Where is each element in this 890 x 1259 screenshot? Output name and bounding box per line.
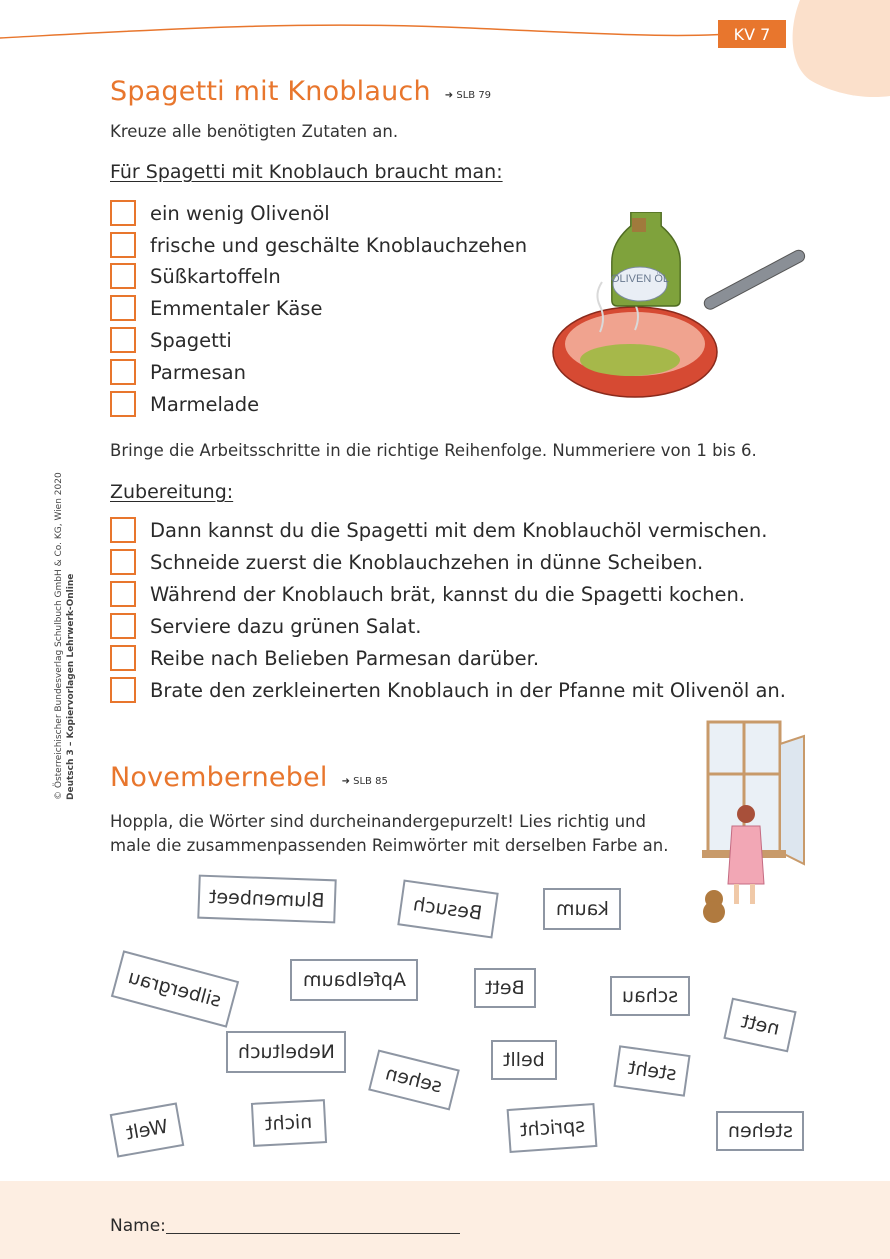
ingredient-item[interactable] <box>110 292 322 324</box>
checkbox[interactable] <box>110 391 136 417</box>
word-text: Bett <box>485 977 525 999</box>
word-card[interactable] <box>226 1031 346 1073</box>
step-label: Serviere dazu grünen Salat. <box>150 614 422 638</box>
word-card[interactable] <box>251 1099 327 1147</box>
instruction-ingredients: Kreuze alle benötigten Zutaten an. <box>110 122 399 141</box>
word-card[interactable] <box>723 998 796 1053</box>
number-box[interactable] <box>110 517 136 543</box>
word-card[interactable] <box>111 950 239 1027</box>
subheading-ingredients: Für Spagetti mit Knoblauch braucht man: <box>110 161 503 183</box>
number-box[interactable] <box>110 645 136 671</box>
ingredient-label: Emmentaler Käse <box>150 296 323 320</box>
word-text: Besuch <box>412 893 484 925</box>
word-text: spricht <box>518 1114 586 1142</box>
checkbox[interactable] <box>110 232 136 258</box>
section-title: Novembernebel <box>110 762 328 793</box>
instruction-rhymes <box>110 810 668 858</box>
section-title-novembernebel <box>110 762 388 793</box>
ingredient-item[interactable] <box>110 229 527 261</box>
word-text: bellt <box>503 1049 545 1071</box>
ingredient-item[interactable] <box>110 324 232 356</box>
word-card[interactable] <box>716 1111 804 1151</box>
word-card[interactable] <box>613 1045 690 1097</box>
word-text: sehen <box>383 1062 445 1098</box>
word-card[interactable] <box>610 976 690 1016</box>
word-card[interactable] <box>110 1102 185 1157</box>
ingredient-label: frische und geschälte Knoblauchzehen <box>150 233 528 257</box>
ingredient-item[interactable] <box>110 197 330 229</box>
word-text: Welt <box>124 1115 170 1145</box>
ingredient-label: Süßkartoffeln <box>150 264 281 288</box>
number-box[interactable] <box>110 613 136 639</box>
checkbox[interactable] <box>110 263 136 289</box>
step-label: Reibe nach Belieben Parmesan darüber. <box>150 646 540 670</box>
instruction-steps: Bringe die Arbeitsschritte in die richtige Reihenfolge. Nummeriere von 1 bis 6. <box>110 441 757 460</box>
bottle-label: OLIVEN ÖL <box>610 273 670 285</box>
window-girl-illustration <box>688 714 808 929</box>
word-text: Blumenbeet <box>208 885 326 913</box>
word-card[interactable] <box>397 880 498 939</box>
word-card[interactable] <box>507 1103 598 1153</box>
ingredient-label: ein wenig Olivenöl <box>150 201 330 225</box>
word-card[interactable] <box>368 1049 460 1110</box>
number-box[interactable] <box>110 581 136 607</box>
name-input-line[interactable] <box>166 1233 460 1234</box>
word-card[interactable] <box>491 1040 557 1080</box>
word-text: Nebeltuch <box>237 1041 335 1063</box>
ingredient-label: Spagetti <box>150 328 232 352</box>
word-text: schau <box>621 985 679 1007</box>
section-reference: ➜ SLB 85 <box>341 776 388 787</box>
instruction-line: male die zusammenpassenden Reimwörter mit derselben Farbe an. <box>110 836 669 855</box>
ingredient-item[interactable] <box>110 356 246 388</box>
word-text: kaum <box>555 898 609 920</box>
page-reference: ➜ SLB 79 <box>444 90 492 101</box>
checkbox[interactable] <box>110 200 136 226</box>
step-label: Während der Knoblauch brät, kannst du die Spagetti kochen. <box>150 582 745 606</box>
step-item[interactable] <box>110 610 421 642</box>
section-title-spagetti <box>110 76 491 107</box>
word-card[interactable] <box>543 888 621 930</box>
ingredient-item[interactable] <box>110 260 281 292</box>
kv-badge: KV 7 <box>718 20 786 48</box>
ingredient-label: Marmelade <box>150 392 260 416</box>
ingredient-label: Parmesan <box>150 360 246 384</box>
page-title: Spagetti mit Knoblauch <box>110 76 431 107</box>
checkbox[interactable] <box>110 359 136 385</box>
ingredient-item[interactable] <box>110 388 259 420</box>
word-text: Apfelbaum <box>302 969 406 991</box>
word-text: nicht <box>264 1110 314 1136</box>
word-text: silbergrau <box>126 966 224 1012</box>
name-label: Name: <box>110 1216 166 1236</box>
step-item[interactable] <box>110 546 703 578</box>
checkbox[interactable] <box>110 327 136 353</box>
word-card[interactable] <box>290 959 418 1001</box>
word-card[interactable] <box>474 968 536 1008</box>
word-text: steht <box>626 1056 678 1086</box>
step-label: Brate den zerkleinerten Knoblauch in der Pfanne mit Olivenöl an. <box>150 678 786 702</box>
word-text: nett <box>738 1010 782 1040</box>
subheading-preparation: Zubereitung: <box>110 481 234 503</box>
copyright-text: © Österreichischer Bundesverlag Schulbuch GmbH & Co. KG, Wien 2020 <box>54 472 64 800</box>
step-item[interactable] <box>110 642 539 674</box>
number-box[interactable] <box>110 549 136 575</box>
book-title: Deutsch 3 – Kopiervorlagen Lehrwerk-Online <box>66 573 76 800</box>
step-label: Dann kannst du die Spagetti mit dem Knoblauchöl vermischen. <box>150 518 768 542</box>
pan-illustration <box>550 212 815 402</box>
step-label: Schneide zuerst die Knoblauchzehen in dünne Scheiben. <box>150 550 704 574</box>
number-box[interactable] <box>110 677 136 703</box>
instruction-line: Hoppla, die Wörter sind durcheinandergepurzelt! Lies richtig und <box>110 812 646 831</box>
word-text: stehen <box>727 1120 793 1142</box>
step-item[interactable] <box>110 578 745 610</box>
step-item[interactable] <box>110 514 767 546</box>
copyright-note <box>53 472 77 800</box>
step-item[interactable] <box>110 674 786 706</box>
checkbox[interactable] <box>110 295 136 321</box>
word-card[interactable] <box>197 875 336 924</box>
